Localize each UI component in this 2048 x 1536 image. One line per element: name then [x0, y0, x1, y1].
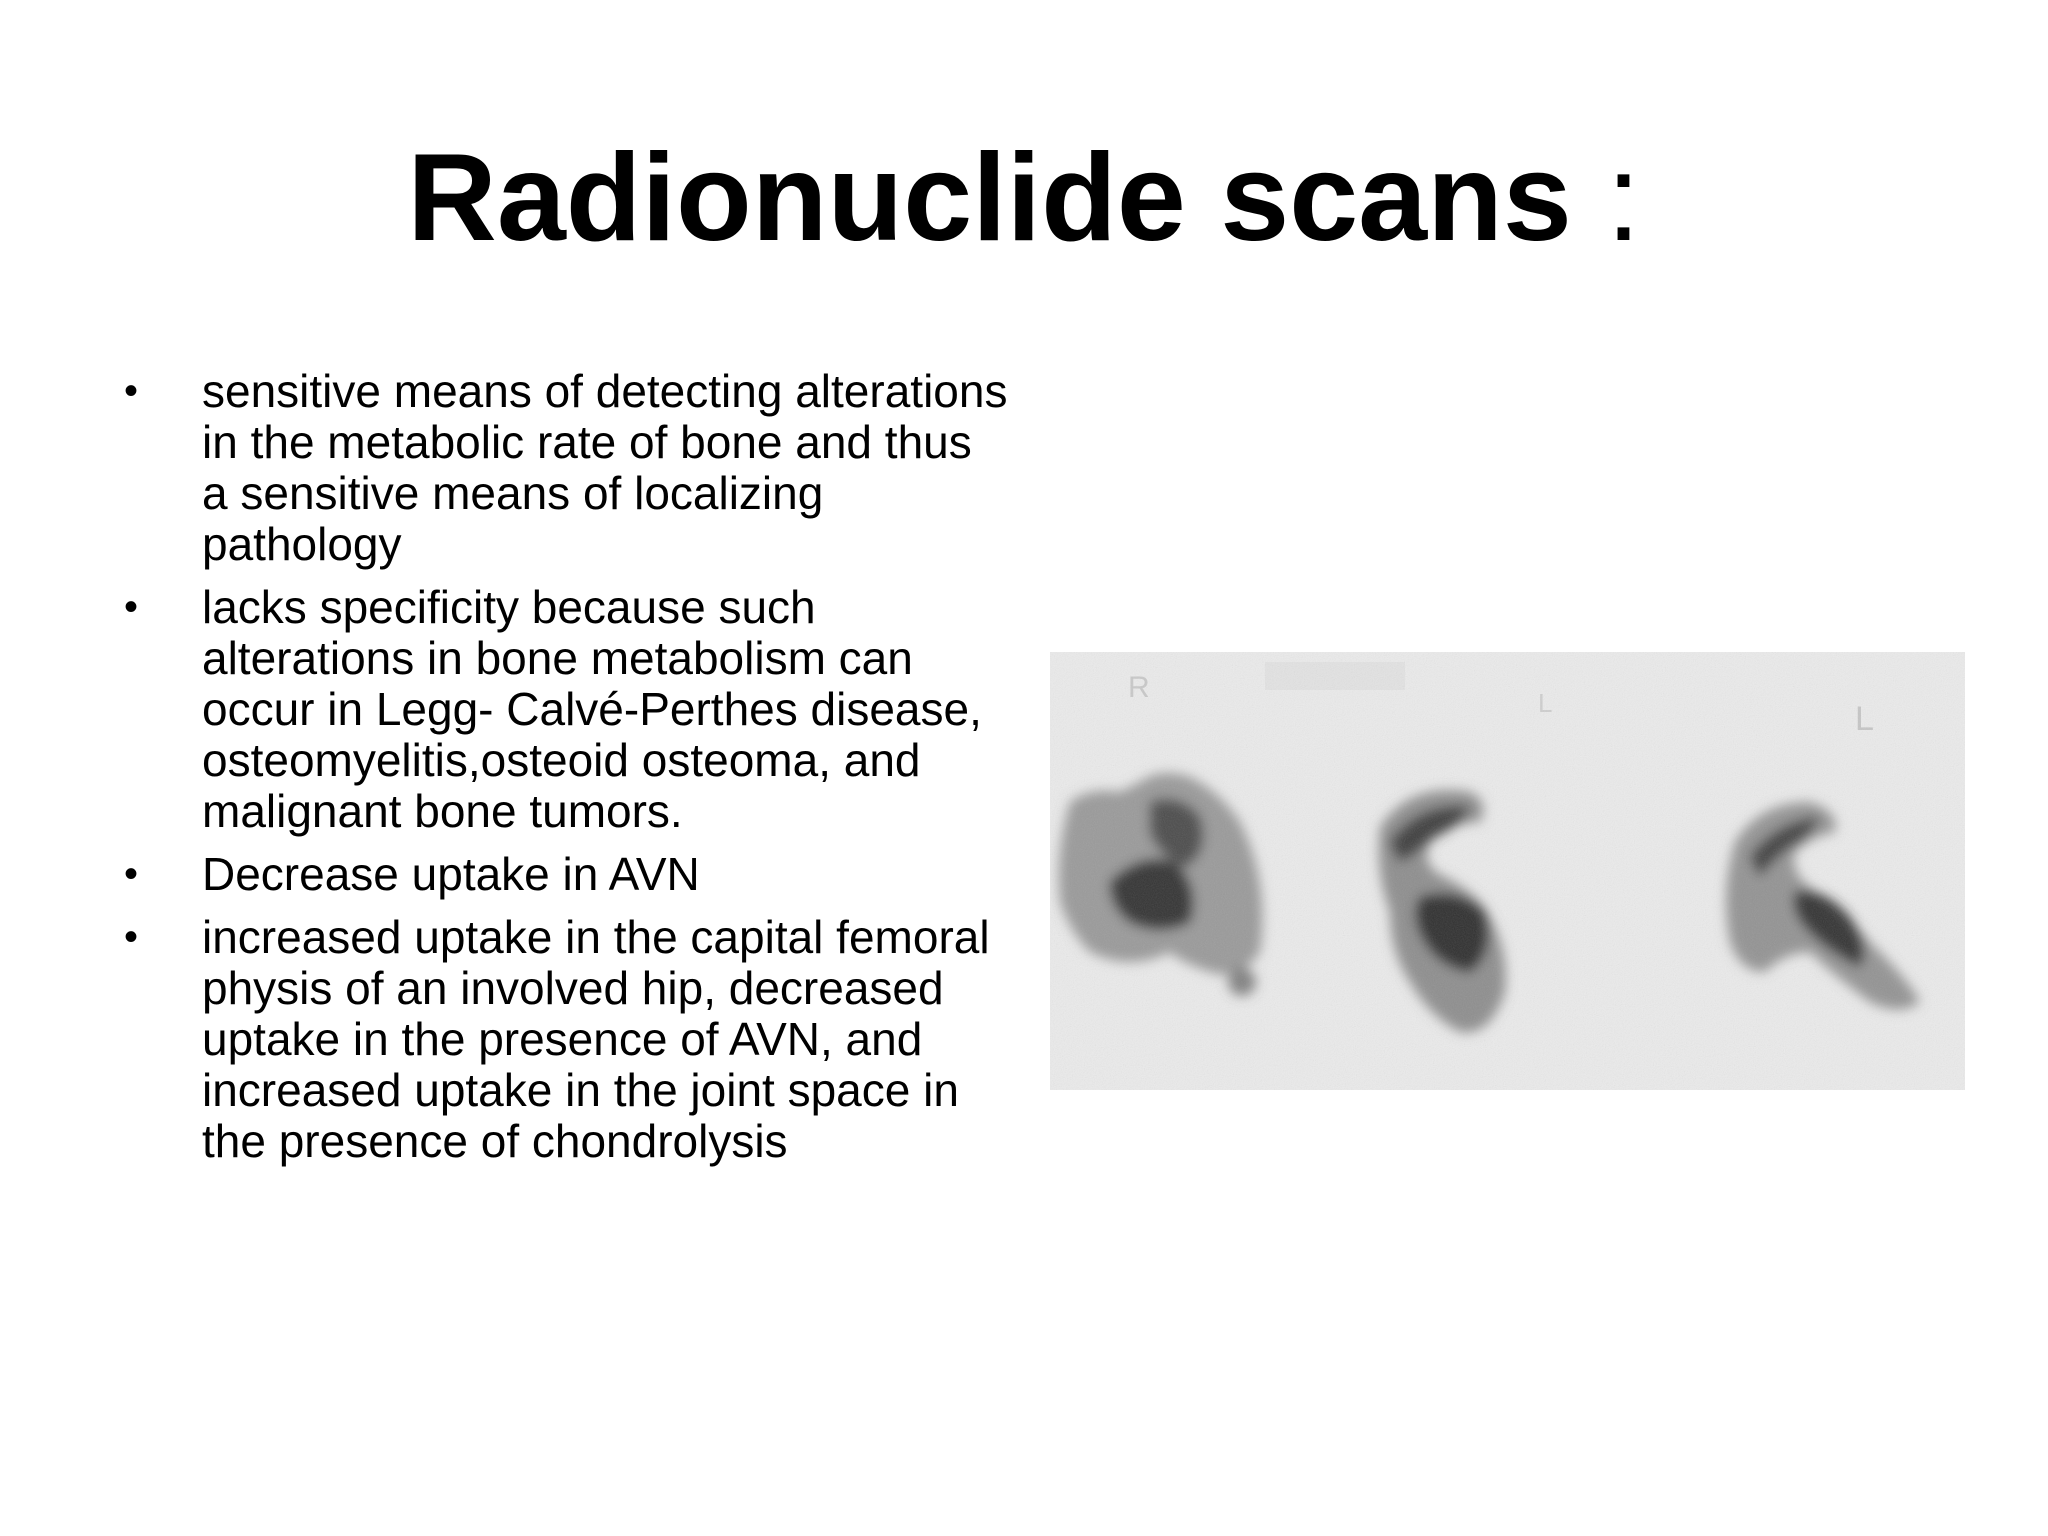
- bullet-text: sensitive means of detecting alterations in the metabolic rate of bone and thus a sensitive means of localizing pathology: [202, 365, 1008, 570]
- bullet-dot: •: [124, 585, 139, 629]
- bullet-list: [110, 366, 1010, 1179]
- bullet-dot: •: [124, 852, 139, 896]
- title-colon: :: [1606, 129, 1641, 267]
- bullet-item: [110, 366, 1010, 570]
- title-text: Radionuclide scans: [407, 129, 1572, 267]
- bullet-text: lacks specificity because such alterations in bone metabolism can occur in Legg- Calvé-Perthes disease, osteomyelitis,osteoid osteoma, and malignant bone tumors.: [202, 581, 982, 837]
- bullet-item: [110, 849, 1010, 900]
- bullet-text: Decrease uptake in AVN: [202, 848, 700, 900]
- bullet-text: increased uptake in the capital femoral physis of an involved hip, decreased uptake in the presence of AVN, and increased uptake in the joint space in the presence of chondrolysis: [202, 911, 990, 1167]
- bone-scan-image: [1050, 652, 1965, 1090]
- slide-title: [0, 128, 2048, 268]
- scan-grain: [1050, 652, 1965, 1090]
- bullet-dot: •: [124, 369, 139, 413]
- bullet-dot: •: [124, 915, 139, 959]
- bone-scan-svg: [1050, 652, 1965, 1090]
- bullet-item: [110, 582, 1010, 837]
- bullet-item: [110, 912, 1010, 1167]
